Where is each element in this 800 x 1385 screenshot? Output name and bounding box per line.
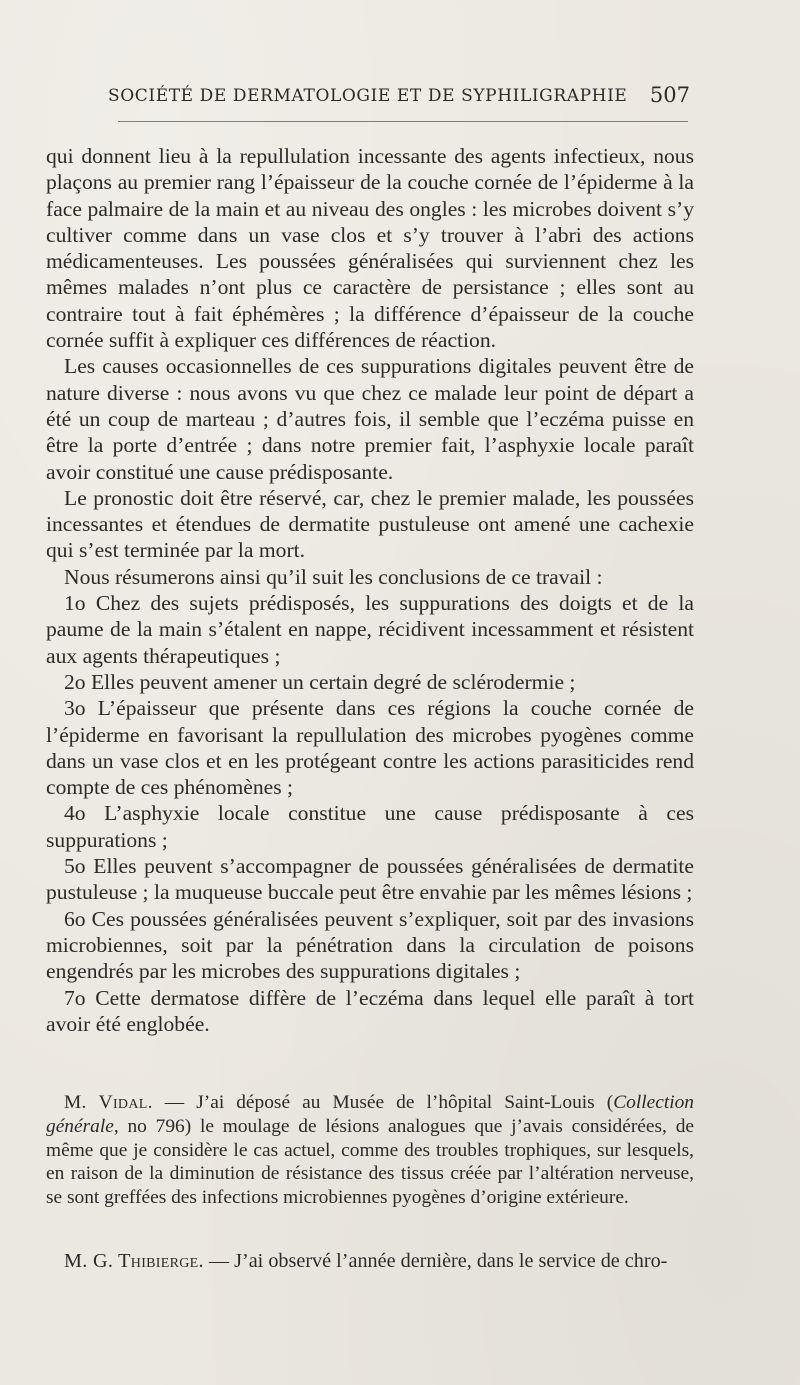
conclusion-item: 7o Cette dermatose diffère de l’eczéma dans lequel elle paraît à tort avoir été englobée.	[46, 985, 694, 1036]
conclusion-item: 1o Chez des sujets prédisposés, les suppurations des doigts et de la paume de la main s’étalent en nappe, récidivent incessamment et résistent aux agents thérapeutiques ;	[46, 591, 694, 668]
paragraph: Les causes occasionnelles de ces suppurations digitales peuvent être de nature diverse : nous avons vu que chez ce malade leur point de départ a été un coup de marteau ; d’autres fois, il semble que l’eczéma puisse en être la porte d’entrée ; dans notre premier fait, l’asphyxie locale paraît avoir constitué une cause prédisposante.	[46, 354, 694, 484]
conclusion-item: 4o L’asphyxie locale constitue une cause prédisposante à ces suppurations ;	[46, 801, 694, 852]
speaker-name: M. G. Thibierge.	[64, 1250, 204, 1272]
conclusion-item: 5o Elles peuvent s’accompagner de poussées généralisées de dermatite pustuleuse ; la muqueuse buccale peut être envahie par les mêmes lésions ;	[46, 854, 694, 905]
main-text	[46, 143, 694, 1037]
paragraph: Nous résumerons ainsi qu’il suit les conclusions de ce travail :	[64, 564, 603, 589]
remark-text: — J’ai observé l’année dernière, dans le service de chro-	[203, 1250, 668, 1272]
conclusion-item: 6o Ces poussées généralisées peuvent s’expliquer, soit par des invasions microbiennes, soit par la pénétration dans la circulation de poisons engendrés par les microbes des suppurations digitales ;	[46, 906, 694, 984]
page-number: 507	[649, 83, 690, 107]
running-header	[108, 84, 690, 112]
thibierge-paragraph	[46, 1250, 694, 1274]
vidal-paragraph	[46, 1091, 694, 1210]
running-title: SOCIÉTÉ DE DERMATOLOGIE ET DE SYPHILIGRAPHIE	[108, 86, 628, 106]
thibierge-remark	[46, 1250, 694, 1274]
vidal-remark	[46, 1091, 694, 1210]
paragraph: qui donnent lieu à la repullulation incessante des agents infectieux, nous plaçons au premier rang l’épaisseur de la couche cornée de l’épiderme à la face palmaire de la main et au niveau des ongles : les microbes doivent s’y cultiver comme dans un vase clos et s’y trouver à l’abri des actions médicamenteuses. Les poussées généralisées qui surviennent chez les mêmes malades n’ont plus ce caractère de persistance ; elles sont au contraire tout à fait éphémères ; la différence d’épaisseur de la couche cornée suffit à expliquer ces différences de réaction.	[46, 144, 694, 353]
conclusion-item: 2o Elles peuvent amener un certain degré de sclérodermie ;	[64, 669, 576, 694]
conclusion-item: 3o L’épaisseur que présente dans ces régions la couche cornée de l’épiderme en favorisant la repullulation des microbes pyogènes comme dans un vase clos et en les protégeant contre les actions parasiticides rend compte de ces phénomènes ;	[46, 696, 694, 800]
speaker-name: M. Vidal.	[64, 1092, 153, 1113]
collection-name: Collection générale	[46, 1092, 694, 1137]
paragraph: Le pronostic doit être réservé, car, chez le premier malade, les poussées incessantes et étendues de dermatite pustuleuse ont amené une cachexie qui s’est terminée par la mort.	[46, 485, 694, 563]
remark-text: — J’ai déposé au Musée de l’hôpital Saint-Louis (	[152, 1092, 614, 1113]
remark-text: , no 796) le moulage de lésions analogues que j’avais considérées, de même que je considère le cas actuel, comme des troubles trophiques, sur lesquels, en raison de la diminution de résistance des tissus créée par l’altération nerveuse, se sont greffées des infections microbiennes pyogènes d’origine extérieure.	[46, 1115, 694, 1209]
header-rule	[118, 121, 688, 122]
